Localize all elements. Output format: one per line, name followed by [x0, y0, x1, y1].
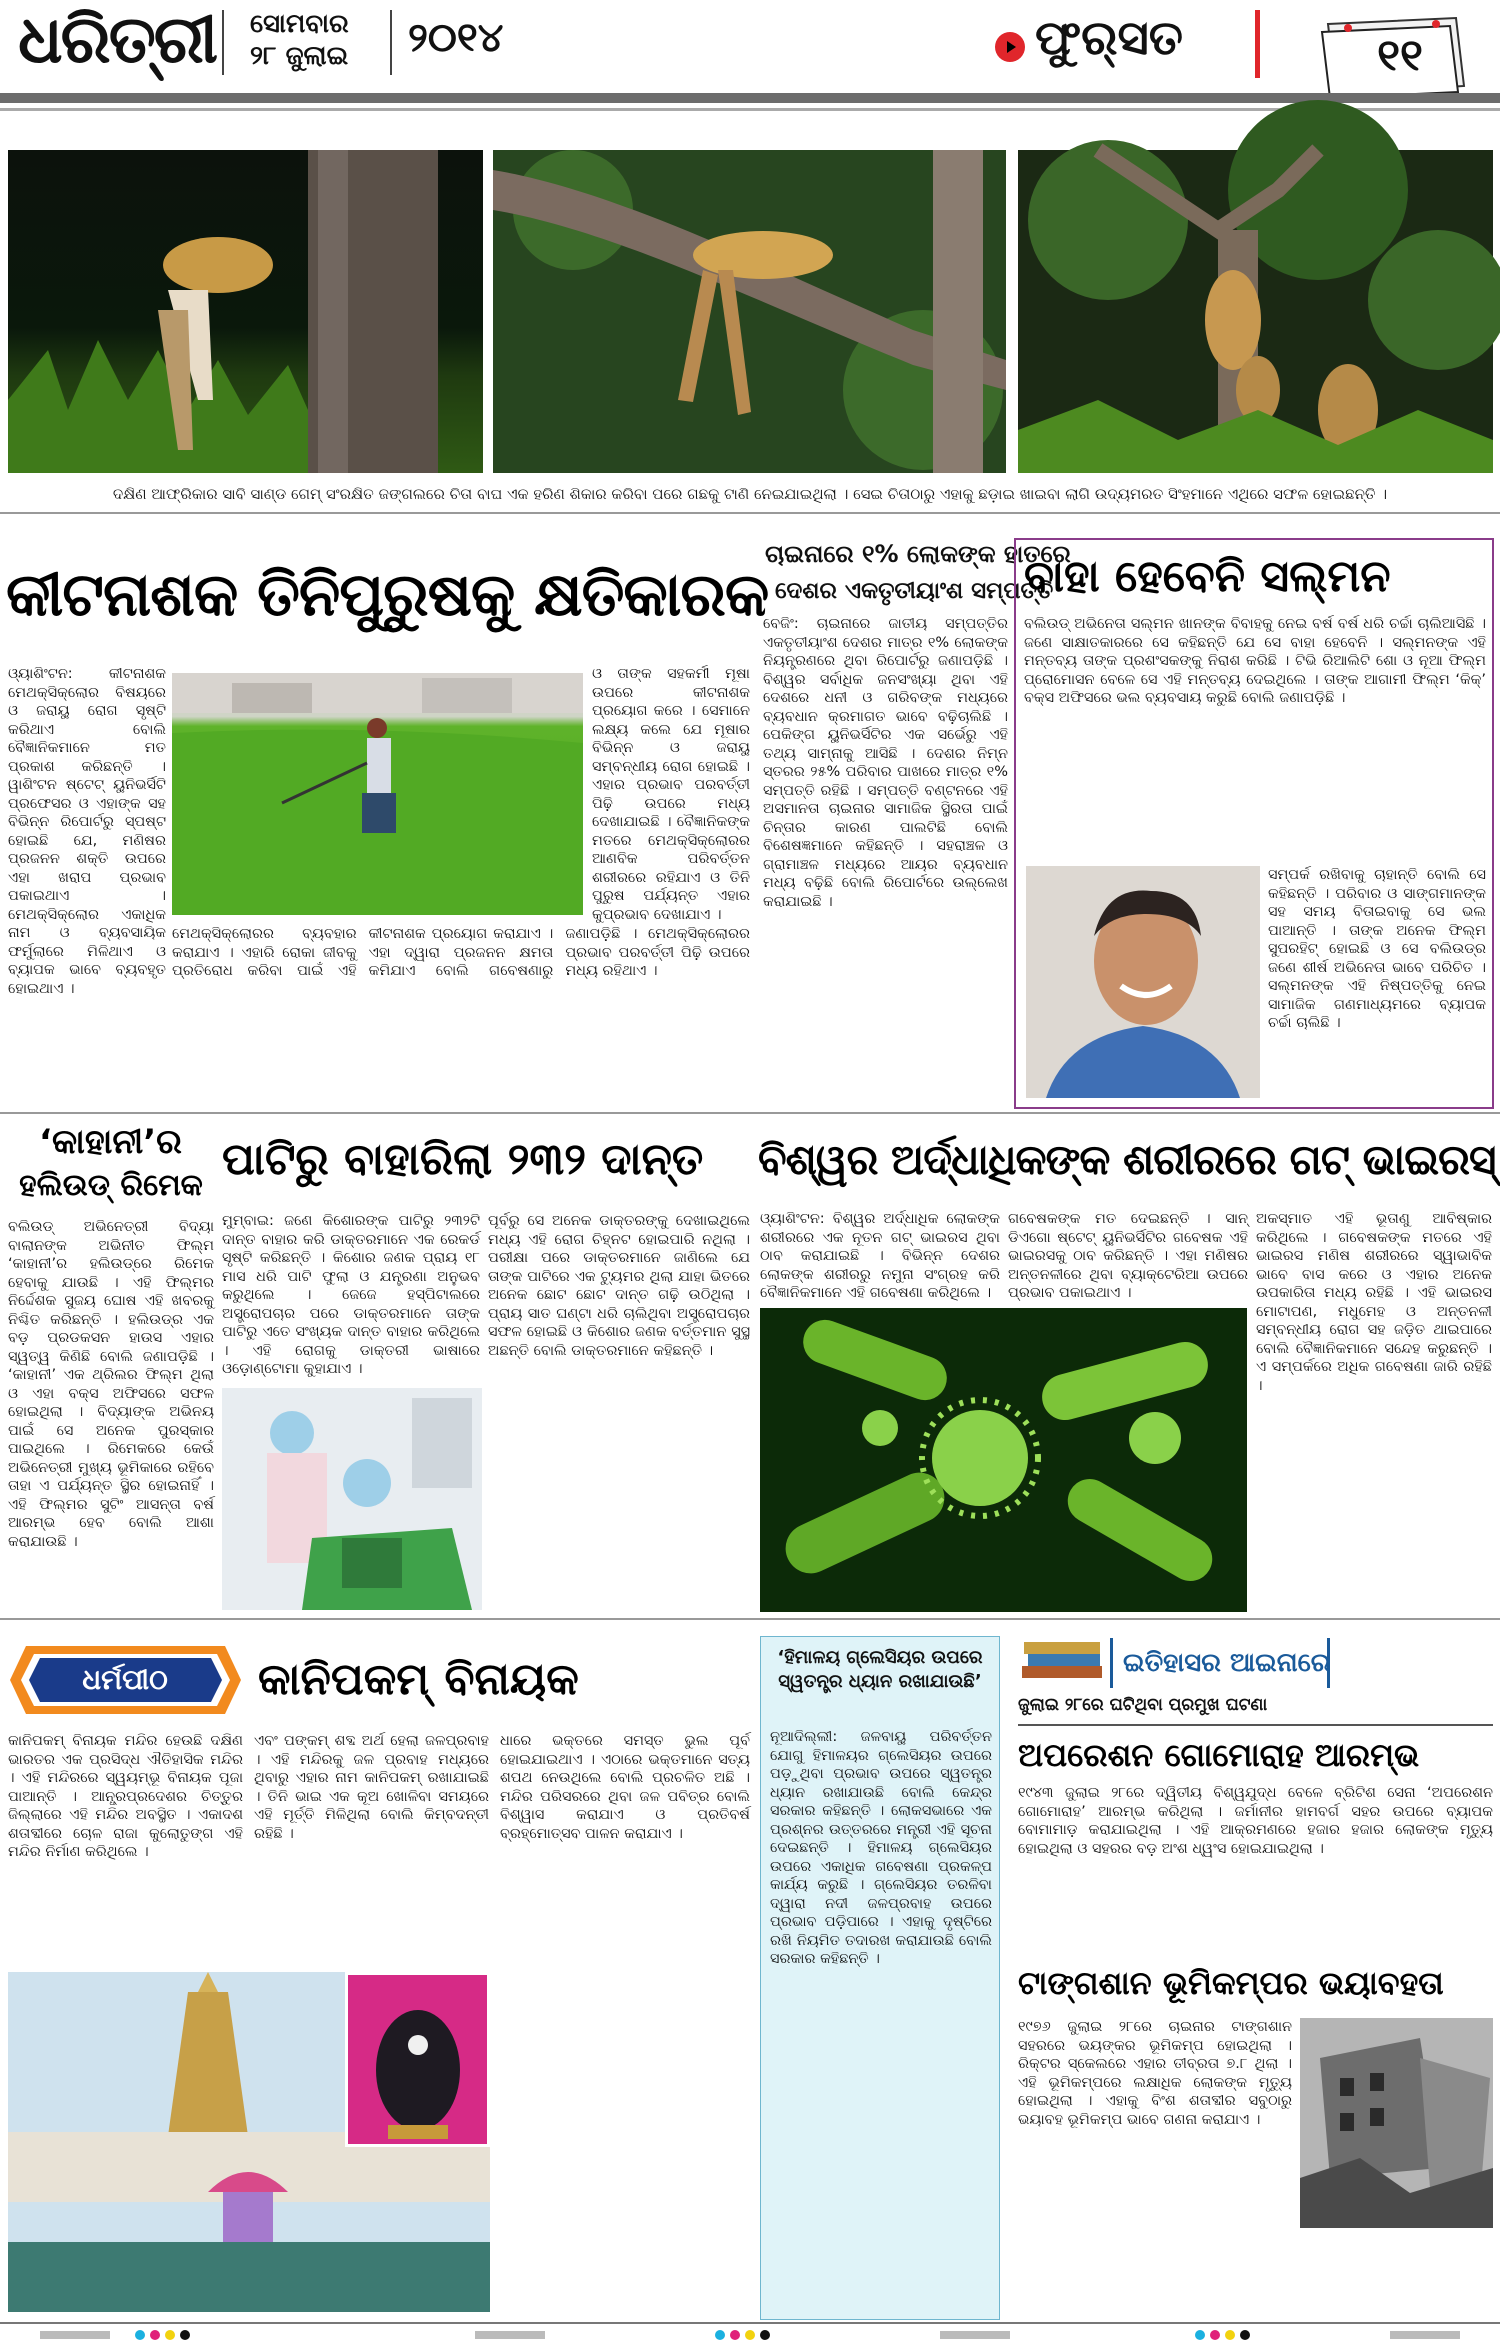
article-body-salman-bottom: ସମ୍ପର୍କ ରଖିବାକୁ ଚାହାନ୍ତି ବୋଲି ସେ କହିଛନ୍ତି । ପରିବାର ଓ ସାଙ୍ଗମାନଙ୍କ ସହ ସମୟ ବିତାଇବାକୁ ସେ ଭଲ ପାଆନ୍ତି । ତାଙ୍କ ଅନେକ ଫିଲ୍ମ ସୁପରହିଟ୍ ହୋଇଛି ଓ ସେ ବଲିଉଡ୍‌ର ଜଣେ ଶୀର୍ଷ ଅଭିନେତା ଭାବେ ପରିଚିତ । ସଲ୍‌ମନଙ୍କ ଏହି ନିଷ୍ପତ୍ତିକୁ ନେଇ ସାମାଜିକ ଗଣମାଧ୍ୟମରେ ବ୍ୟାପକ ଚର୍ଚ୍ଚା ଚାଲିଛି । — [1268, 867, 1486, 1031]
kicker-china: ଚାଇନାରେ ୧% ଲୋକଙ୍କ ହାତରେ — [765, 540, 1071, 568]
article-body-pesticide-bottom: ମେଥକ୍ସିକ୍ଲୋରର ବ୍ୟବହାର କରାଯାଏ । ଏହାରି ରୋକା ଜୀବକୁ ପ୍ରତିରୋଧ କରିବା ପାଇଁ ଏହି କୀଟନାଶକ ପ୍ରୟୋଗ କରାଯାଏ । ଏହା ଦ୍ୱାରା ପ୍ରଜନନ କ୍ଷମତା କମିଯାଏ ବୋଲି ଗବେଷଣାରୁ ଜଣାପଡ଼ିଛି । ମେଥକ୍ସିକ୍ଲୋରର ପ୍ରଭାବ ପରବର୍ତ୍ତୀ ପିଢ଼ି ଉପରେ ମଧ୍ୟ ରହିଥାଏ । — [172, 926, 750, 979]
headline-gomorrah: ଅପରେଶନ ଗୋମୋରାହ ଆରମ୍ଭ — [1018, 1736, 1420, 1774]
photo-farmer-spraying — [172, 673, 583, 915]
masthead-day: ସୋମବାର — [250, 9, 349, 39]
photo-tangshan-ruins — [1300, 2018, 1493, 2228]
section-title: ଫୁର୍‌ସତ — [1035, 10, 1183, 66]
photo-leopard-tree-1 — [8, 150, 483, 473]
headline-kanipakam: କାନିପକମ୍ ବିନାୟକ — [258, 1654, 579, 1705]
photo-salman-khan — [1026, 866, 1260, 1098]
headline-china: ଦେଶର ଏକତୃତୀୟାଂଶ ସମ୍ପତ୍ତି — [775, 578, 1054, 604]
article-body-kahaani: ବଲିଉଡ୍ ଅଭିନେତ୍ରୀ ବିଦ୍ୟା ବାଲାନଙ୍କ ଅଭିନୀତ ଫିଲ୍ମ ‘କାହାନୀ’ର ହଲିଉଡ୍‌ରେ ରିମେକ ହେବାକୁ ଯାଉଛି । ଏହି ଫିଲ୍ମର ନିର୍ଦ୍ଦେଶକ ସୁଜୟ ଘୋଷ ଏହି ଖବରକୁ ନିଶ୍ଚିତ କରିଛନ୍ତି । ହଲିଉଡ୍‌ର ଏକ ବଡ଼ ପ୍ରଡକସନ ହାଉସ ଏହାର ସ୍ୱତ୍ୱ କିଣିଛି ବୋଲି ଜଣାପଡ଼ିଛି । ‘କାହାନୀ’ ଏକ ଥ୍ରିଲର ଫିଲ୍ମ ଥିଲା ଓ ଏହା ବକ୍ସ ଅଫିସରେ ସଫଳ ହୋଇଥିଲା । ବିଦ୍ୟାଙ୍କ ଅଭିନୟ ପାଇଁ ସେ ଅନେକ ପୁରସ୍କାର ପାଇଥିଲେ । ରିମେକରେ କେଉଁ ଅଭିନେତ୍ରୀ ମୁଖ୍ୟ ଭୂମିକାରେ ରହିବେ ତାହା ଏ ପର୍ଯ୍ୟନ୍ତ ସ୍ଥିର ହୋଇନାହିଁ । ଏହି ଫିଲ୍ମର ସୁଟିଂ ଆସନ୍ତା ବର୍ଷ ଆରମ୍ଭ ହେବ ବୋଲି ଆଶା କରାଯାଉଛି । — [8, 1219, 214, 1550]
headline-tangshan: ଟାଙ୍ଗଶାନ ଭୂମିକମ୍ପର ଭୟାବହତା — [1018, 1964, 1444, 2002]
section-accent-bar — [1255, 10, 1260, 78]
play-icon — [995, 32, 1025, 62]
footer-rule — [0, 2322, 1500, 2324]
masthead-underline — [0, 93, 1500, 103]
section-divider — [0, 1618, 1500, 1620]
section-divider — [0, 1112, 1500, 1114]
dharmapitha-badge: ଧର୍ମପୀଠ — [82, 1663, 168, 1696]
masthead-underline-thin — [0, 108, 1500, 111]
article-body-pesticide-left: ଓ୍ୟାଶିଂଟନ: କୀଟନାଶକ ମେଥକ୍ସିକ୍ଲୋର ବିଷୟରେ ଓ ଜରାୟୁ ରୋଗ ସୃଷ୍ଟି କରିଥାଏ ବୋଲି ବୈଜ୍ଞାନିକମାନେ ମତ ପ୍ରକାଶ କରିଛନ୍ତି । ୱାଶିଂଟନ ଷ୍ଟେଟ୍ ୟୁନିଭର୍ସିଟି ପ୍ରଫେସର ଓ ଏହାଙ୍କ ସହ ବିଭିନ୍ନ ରିପୋର୍ଟରୁ ସ୍ପଷ୍ଟ ହୋଇଛି ଯେ, ମଣିଷର ପ୍ରଜନନ ଶକ୍ତି ଉପରେ ଏହା ଖରାପ ପ୍ରଭାବ ପକାଇଥାଏ । ମେଥକ୍ସିକ୍ଲୋର ଏକାଧିକ ନାମ ଓ ବ୍ୟବସାୟିକ ଫର୍ମୁଲାରେ ମିଳିଥାଏ ଓ ବ୍ୟାପକ ଭାବେ ବ୍ୟବହୃତ ହୋଇଥାଏ । — [8, 666, 166, 997]
section-divider — [0, 512, 1500, 514]
photo-ganesha-idol — [345, 1972, 490, 2147]
photo-dental-patient — [222, 1388, 482, 1610]
headline-glacier: ‘ହିମାଳୟ ଗ୍ଲେସିୟର ଉପରେ ସ୍ୱତନ୍ତ୍ର ଧ୍ୟାନ ରଖାଯାଉଛି’ — [777, 1647, 983, 1692]
print-registration-marks — [0, 2326, 1500, 2339]
masthead-year: ୨୦୧୪ — [408, 14, 504, 61]
masthead-logo: ଧରିତ୍ରୀ — [18, 0, 217, 78]
article-body-kanipakam-mid: ଏବଂ ପଙ୍କମ୍ ଶବ୍ଦ ଅର୍ଥ ହେଲା ଜଳପ୍ରବାହ । ଏହି ମନ୍ଦିରକୁ ଜଳ ପ୍ରବାହ ମଧ୍ୟରେ ଥିବାରୁ ଏହାର ନାମ କାନିପକମ୍ ରଖାଯାଇଛି । ତିନି ଭାଇ ଏକ କୂଅ ଖୋଳିବା ସମୟରେ ଏହି ମୂର୍ତ୍ତି ମିଳିଥିଲା ବୋଲି କିମ୍ବଦନ୍ତୀ ରହିଛି । — [254, 1733, 489, 1842]
headline-teeth: ପାଟିରୁ ବାହାରିଲା ୨୩୨ ଦାନ୍ତ — [222, 1134, 704, 1185]
article-body-teeth-right: ପୂର୍ବରୁ ସେ ଅନେକ ଡାକ୍ତରଙ୍କୁ ଦେଖାଇଥିଲେ ମଧ୍ୟ ଏହି ରୋଗ ଚିହ୍ନଟ ହୋଇପାରି ନଥିଲା । ପରୀକ୍ଷା ପରେ ଡାକ୍ତରମାନେ ଜାଣିଲେ ଯେ ତାଙ୍କ ପାଟିରେ ଏକ ଟ୍ୟୁମର ଥିଲା ଯାହା ଭିତରେ ଅନେକ ଛୋଟ ଛୋଟ ଦାନ୍ତ ଗଢ଼ି ଉଠିଥିଲା । ପ୍ରାୟ ସାତ ଘଣ୍ଟା ଧରି ଚାଲିଥିବା ଅସ୍ତ୍ରୋପଚାର ସଫଳ ହୋଇଛି ଓ କିଶୋର ଜଣକ ବର୍ତ୍ତମାନ ସୁସ୍ଥ ଅଛନ୍ତି ବୋଲି ଡାକ୍ତରମାନେ କହିଛନ୍ତି । — [488, 1213, 750, 1359]
masthead-date: ୨୮ ଜୁଲାଇ — [250, 41, 349, 71]
article-body-salman-top: ବଲିଉଡ୍ ଅଭିନେତା ସଲ୍‌ମନ ଖାନଙ୍କ ବିବାହକୁ ନେଇ ବର୍ଷ ବର୍ଷ ଧରି ଚର୍ଚ୍ଚା ଚାଲିଆସିଛି । ଜଣେ ସାକ୍ଷାତକାରରେ ସେ କହିଛନ୍ତି ଯେ ସେ ବାହା ହେବେନି । ସଲ୍‌ମନଙ୍କ ଏହି ମନ୍ତବ୍ୟ ତାଙ୍କ ପ୍ରଶଂସକଙ୍କୁ ନିରାଶ କରିଛି । ଟିଭି ରିଆଲିଟି ଶୋ ଓ ନୂଆ ଫିଲ୍ମ ପ୍ରୋମୋସନ ବେଳେ ସେ ଏହି ମନ୍ତବ୍ୟ ଦେଇଥିଲେ । ତାଙ୍କ ଆଗାମୀ ଫିଲ୍ମ ‘କିକ୍’ ବକ୍ସ ଅଫିସରେ ଭଲ ବ୍ୟବସାୟ କରୁଛି ବୋଲି ଜଣାପଡ଼ିଛି । — [1024, 616, 1486, 706]
article-body-glacier: ନୂଆଦିଲ୍ଲୀ: ଜଳବାୟୁ ପରିବର୍ତ୍ତନ ଯୋଗୁ ହିମାଳୟର ଗ୍ଲେସିୟର ଉପରେ ପଡ଼ୁଥିବା ପ୍ରଭାବ ଉପରେ ସ୍ୱତନ୍ତ୍ର ଧ୍ୟାନ ରଖାଯାଉଛି ବୋଲି କେନ୍ଦ୍ର ସରକାର କହିଛନ୍ତି । ଲୋକସଭାରେ ଏକ ପ୍ରଶ୍ନର ଉତ୍ତରରେ ମନ୍ତ୍ରୀ ଏହି ସୂଚନା ଦେଇଛନ୍ତି । ହିମାଳୟ ଗ୍ଲେସିୟର ଉପରେ ଏକାଧିକ ଗବେଷଣା ପ୍ରକଳ୍ପ କାର୍ଯ୍ୟ କରୁଛି । ଗ୍ଲେସିୟର ତରଳିବା ଦ୍ୱାରା ନଦୀ ଜଳପ୍ରବାହ ଉପରେ ପ୍ରଭାବ ପଡ଼ିପାରେ । ଏହାକୁ ଦୃଷ୍ଟିରେ ରଖି ନିୟମିତ ତଦାରଖ କରାଯାଉଛି ବୋଲି ସରକାର କହିଛନ୍ତି । — [770, 1729, 992, 1967]
article-body-china: ବେଜିଂ: ଚାଇନାରେ ଜାତୀୟ ସମ୍ପତ୍ତିର ଏକତୃତୀୟାଂଶ ଦେଶର ମାତ୍ର ୧% ଲୋକଙ୍କ ନିୟନ୍ତ୍ରଣରେ ଥିବା ରିପୋର୍ଟରୁ ଜଣାପଡ଼ିଛି । ବିଶ୍ୱର ସର୍ବାଧିକ ଜନସଂଖ୍ୟା ଥିବା ଏହି ଦେଶରେ ଧନୀ ଓ ଗରିବଙ୍କ ମଧ୍ୟରେ ବ୍ୟବଧାନ କ୍ରମାଗତ ଭାବେ ବଢ଼ିଚାଲିଛି । ପେକିଙ୍ଗ ୟୁନିଭର୍ସିଟିର ଏକ ସର୍ଭେରୁ ଏହି ତଥ୍ୟ ସାମ୍ନାକୁ ଆସିଛି । ଦେଶର ନିମ୍ନ ସ୍ତରର ୨୫% ପରିବାର ପାଖରେ ମାତ୍ର ୧% ସମ୍ପତ୍ତି ରହିଛି । ସମ୍ପତ୍ତି ବଣ୍ଟନରେ ଏହି ଅସମାନତା ଚାଇନାର ସାମାଜିକ ସ୍ଥିରତା ପାଇଁ ଚିନ୍ତାର କାରଣ ପାଲଟିଛି ବୋଲି ବିଶେଷଜ୍ଞମାନେ କହିଛନ୍ତି । ସହରାଞ୍ଚଳ ଓ ଗ୍ରାମାଞ୍ଚଳ ମଧ୍ୟରେ ଆୟର ବ୍ୟବଧାନ ମଧ୍ୟ ବଢ଼ିଛି ବୋଲି ରିପୋର୍ଟରେ ଉଲ୍ଲେଖ କରାଯାଇଛି । — [763, 616, 1008, 910]
headline-virus: ବିଶ୍ୱର ଅର୍ଦ୍ଧାଧିକଙ୍କ ଶରୀରରେ ଗଟ୍ ଭାଇରସ୍ — [758, 1135, 1496, 1184]
article-body-pesticide-right: ଓ ତାଙ୍କ ସହକର୍ମୀ ମୂଷା ଉପରେ କୀଟନାଶକ ପ୍ରୟୋଗ କରେ । ସେମାନେ ଲକ୍ଷ୍ୟ କଲେ ଯେ ମୂଷାର ବିଭିନ୍ନ ଓ ଜରାୟୁ ସମ୍ବନ୍ଧୀୟ ରୋଗ ହୋଇଛି । ଏହାର ପ୍ରଭାବ ପରବର୍ତ୍ତୀ ପିଢ଼ି ଉପରେ ମଧ୍ୟ ଦେଖାଯାଇଛି । ବୈଜ୍ଞାନିକଙ୍କ ମତରେ ମେଥକ୍ସିକ୍ଲୋରର ଆଣବିକ ପରିବର୍ତ୍ତନ ଶରୀରରେ ରହିଯାଏ ଓ ତିନି ପୁରୁଷ ପର୍ଯ୍ୟନ୍ତ ଏହାର କୁପ୍ରଭାବ ଦେଖାଯାଏ । — [592, 666, 750, 923]
headline-kahaani-line2: ହଲିଉଡ୍ ରିମେକ — [19, 1168, 203, 1203]
article-body-teeth-left: ମୁମ୍ବାଇ: ଜଣେ କିଶୋରଙ୍କ ପାଟିରୁ ୨୩୨ଟି ଦାନ୍ତ ବାହାର କରି ଡାକ୍ତରମାନେ ଏକ ରେକର୍ଡ ସୃଷ୍ଟି କରିଛନ୍ତି । କିଶୋର ଜଣକ ପ୍ରାୟ ୧୮ ମାସ ଧରି ପାଟି ଫୁଲା ଓ ଯନ୍ତ୍ରଣା ଅନୁଭବ କରୁଥିଲେ । ଜେଜେ ହସ୍ପିଟାଲରେ ଅସ୍ତ୍ରୋପଚାର ପରେ ଡାକ୍ତରମାନେ ତାଙ୍କ ପାଟିରୁ ଏତେ ସଂଖ୍ୟକ ଦାନ୍ତ ବାହାର କରିଥିଲେ । ଏହି ରୋଗକୁ ଡାକ୍ତରୀ ଭାଷାରେ ଓଡ଼ୋଣ୍ଟୋମା କୁହାଯାଏ । — [222, 1213, 480, 1377]
article-body-virus-mid: ଗବେଷକଙ୍କ ମତ ଦେଇଛନ୍ତି । ସାନ୍ ଡିଏଗୋ ଷ୍ଟେଟ୍ ୟୁନିଭର୍ସିଟିର ଗବେଷକ ଏହି ଭାଇରସକୁ ଠାବ କରିଛନ୍ତି । ଏହା ମଣିଷର ଅନ୍ତନଳୀରେ ଥିବା ବ୍ୟାକ୍ଟେରିଆ ଉପରେ ପ୍ରଭାବ ପକାଇଥାଏ । — [1008, 1211, 1248, 1301]
article-body-tangshan: ୧୯୭୬ ଜୁଲାଇ ୨୮ରେ ଚାଇନାର ଟାଙ୍ଗଶାନ ସହରରେ ଭୟଙ୍କର ଭୂମିକମ୍ପ ହୋଇଥିଲା । ରିକ୍ଟର ସ୍କେଲରେ ଏହାର ତୀବ୍ରତା ୭.୮ ଥିଲା । ଏହି ଭୂମିକମ୍ପରେ ଲକ୍ଷାଧିକ ଲୋକଙ୍କ ମୃତ୍ୟୁ ହୋଇଥିଲା । ଏହାକୁ ବିଂଶ ଶତାବ୍ଦୀର ସବୁଠାରୁ ଭୟାବହ ଭୂମିକମ୍ପ ଭାବେ ଗଣନା କରାଯାଏ । — [1018, 2019, 1292, 2128]
itihasa-rule — [1018, 1724, 1493, 1726]
headline-salman: ବାହା ହେବେନି ସଲ୍‌ମନ — [1024, 551, 1391, 602]
itihasa-title: ଇତିହାସର ଆଇନାରେ — [1110, 1638, 1330, 1688]
photo-gut-virus — [760, 1308, 1247, 1612]
article-body-gomorrah: ୧୯୪୩ ଜୁଲାଇ ୨୮ରେ ଦ୍ୱିତୀୟ ବିଶ୍ୱଯୁଦ୍ଧ ବେଳେ ବ୍ରିଟିଶ ସେନା ‘ଅପରେଶନ ଗୋମୋରାହ’ ଆରମ୍ଭ କରିଥିଲା । ଜର୍ମାନୀର ହାମବର୍ଗ ସହର ଉପରେ ବ୍ୟାପକ ବୋମାମାଡ଼ କରାଯାଇଥିଲା । ଏହି ଆକ୍ରମଣରେ ହଜାର ହଜାର ଲୋକଙ୍କ ମୃତ୍ୟୁ ହୋଇଥିଲା ଓ ସହରର ବଡ଼ ଅଂଶ ଧ୍ୱଂସ ହୋଇଯାଇଥିଲା । — [1018, 1785, 1493, 1857]
page-number: ୧୧ — [1377, 30, 1423, 81]
article-body-virus-right: ଅକସ୍ମାତ ଏହି ଭୂତାଣୁ ଆବିଷ୍କାର କରିଥିଲେ । ଗବେଷକଙ୍କ ମତରେ ଏହି ଭାଇରସ ମଣିଷ ଶରୀରରେ ସ୍ୱାଭାବିକ ଭାବେ ବାସ କରେ ଓ ଏହାର ଅନେକ ଉପକାରିତା ମଧ୍ୟ ରହିଛି । ଏହି ଭାଇରସ ମୋଟାପଣ, ମଧୁମେହ ଓ ଅନ୍ତନଳୀ ସମ୍ବନ୍ଧୀୟ ରୋଗ ସହ ଜଡ଼ିତ ଥାଇପାରେ ବୋଲି ବୈଜ୍ଞାନିକମାନେ ସନ୍ଦେହ କରୁଛନ୍ତି । ଏ ସମ୍ପର୍କରେ ଅଧିକ ଗବେଷଣା ଜାରି ରହିଛି । — [1256, 1211, 1492, 1394]
photo-lions-tree — [1018, 150, 1493, 473]
itihasa-subtitle: ଜୁଲାଇ ୨୮ରେ ଘଟିଥିବା ପ୍ରମୁଖ ଘଟଣା — [1018, 1695, 1268, 1715]
book-icon — [1018, 1636, 1106, 1688]
article-body-kanipakam-left: କାନିପକମ୍ ବିନାୟକ ମନ୍ଦିର ହେଉଛି ଦକ୍ଷିଣ ଭାରତର ଏକ ପ୍ରସିଦ୍ଧ ଐତିହାସିକ ମନ୍ଦିର । ଏହି ମନ୍ଦିରରେ ସ୍ୱୟମ୍ଭୂ ବିନାୟକ ପୂଜା ପାଆନ୍ତି । ଆନ୍ଧ୍ରପ୍ରଦେଶର ଚିତ୍ତୁର ଜିଲ୍ଲାରେ ଏହି ମନ୍ଦିର ଅବସ୍ଥିତ । ଏକାଦଶ ଶତାବ୍ଦୀରେ ଚୋଳ ରାଜା କୁଲୋତୁଙ୍ଗ ଏହି ମନ୍ଦିର ନିର୍ମାଣ କରିଥିଲେ । — [8, 1733, 243, 1860]
article-body-virus-left: ଓ୍ୟାଶିଂଟନ: ବିଶ୍ୱର ଅର୍ଦ୍ଧାଧିକ ଲୋକଙ୍କ ଶରୀରରେ ଏକ ନୂତନ ଗଟ୍ ଭାଇରସ ଥିବା ଠାବ କରାଯାଇଛି । ବିଭିନ୍ନ ଦେଶର ଲୋକଙ୍କ ଶରୀରରୁ ନମୁନା ସଂଗ୍ରହ କରି ବୈଜ୍ଞାନିକମାନେ ଏହି ଗବେଷଣା କରିଥିଲେ । — [760, 1211, 1000, 1301]
photo-caption: ଦକ୍ଷିଣ ଆଫ୍ରିକାର ସାବି ସାଣ୍ଡ ଗେମ୍ ସଂରକ୍ଷିତ ଜଙ୍ଗଲରେ ଚିତା ବାଘ ଏକ ହରିଣ ଶିକାର କରିବା ପରେ ଗଛକୁ ଟାଣି ନେଇଯାଇଥିଲା । ସେଇ ଚିତାଠାରୁ ଏହାକୁ ଛଡ଼ାଇ ଖାଇବା ଲାଗି ଉଦ୍ୟମରତ ସିଂହମାନେ ଏଥିରେ ସଫଳ ହୋଇଛନ୍ତି । — [112, 485, 1388, 503]
headline-pesticide: କୀଟନାଶକ ତିନିପୁରୁଷକୁ କ୍ଷତିକାରକ — [6, 560, 769, 630]
headline-kahaani-line1: ‘କାହାନୀ’ର — [39, 1122, 182, 1162]
masthead-divider — [222, 10, 224, 75]
photo-leopard-branch — [493, 150, 1006, 473]
masthead-divider — [390, 10, 392, 75]
article-body-kanipakam-right: ଧାରେ ଭକ୍ତରେ ସମସ୍ତ ଭୁଲ ପୂର୍ବ ହୋଇଯାଇଥାଏ । ଏଠାରେ ଭକ୍ତମାନେ ସତ୍ୟ ଶପଥ ନେଉଥିଲେ ବୋଲି ପ୍ରଚଳିତ ଅଛି । ମନ୍ଦିର ପରିସରରେ ଥିବା ଜଳ ପବିତ୍ର ବୋଲି ବିଶ୍ୱାସ କରାଯାଏ ଓ ପ୍ରତିବର୍ଷ ବ୍ରହ୍ମୋତ୍ସବ ପାଳନ କରାଯାଏ । — [500, 1733, 750, 1842]
